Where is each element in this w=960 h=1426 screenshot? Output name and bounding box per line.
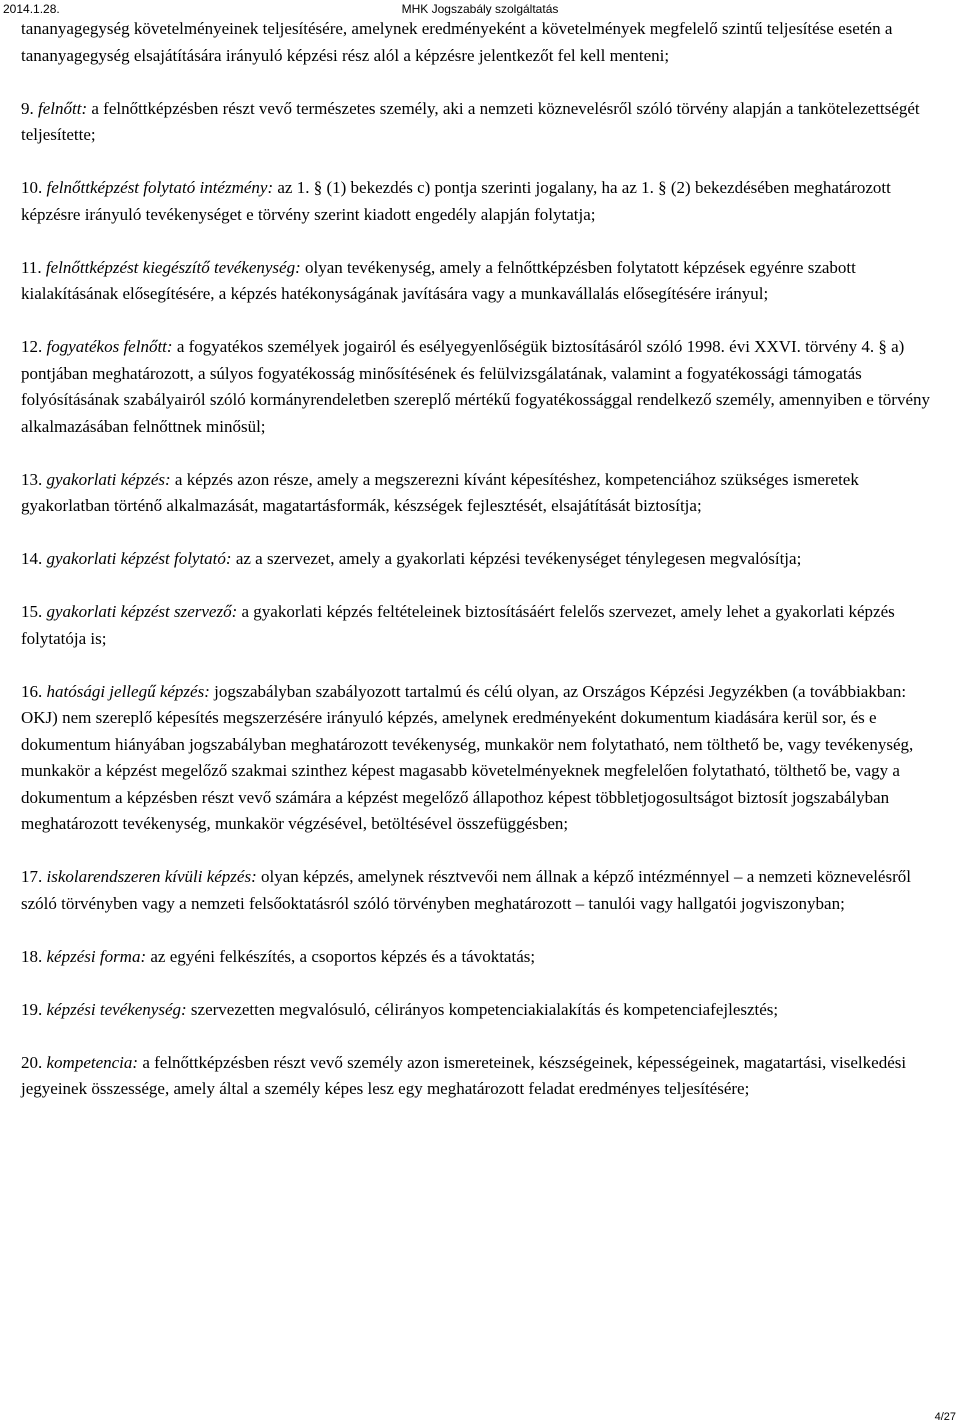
defined-term: képzési tevékenység: (46, 999, 187, 1019)
page-indicator: 4/27 (934, 1411, 956, 1423)
defined-term: gyakorlati képzést szervező: (46, 602, 238, 621)
defined-term: gyakorlati képzés: (46, 469, 171, 489)
definition-paragraph: 17. iskolarendszeren kívüli képzés: olyan képzés, amelynek résztvevői nem állnak a képző intézménnyel – a nemzeti köznevelésről szóló törvényben vagy a nemzeti felsőoktatásról szóló törvényben meghatározott – tanulói vagy hallgatói jogviszonyban; (21, 867, 911, 913)
definition-paragraph: 15. gyakorlati képzést szervező: a gyakorlati képzés feltételeinek biztosításáért felelős szervezet, amely lehet a gyakorlati képzés folytatója is; (21, 602, 895, 648)
site-title: MHK Jogszabály szolgáltatás (401, 2, 559, 16)
definition-paragraph: 13. gyakorlati képzés: a képzés azon része, amely a megszerezni kívánt képesítéshez, kompetenciához szükséges ismeretek gyakorlatban történő alkalmazását, magatartásformák, készségek fejlesztését, elsajátítását biztosítja; (21, 469, 859, 515)
defined-term: felnőtt: (38, 98, 88, 118)
document-body (21, 16, 939, 1129)
definition-paragraph: 18. képzési forma: az egyéni felkészítés, a csoportos képzés és a távoktatás; (21, 946, 536, 966)
defined-term: felnőttképzést kiegészítő tevékenység: (45, 257, 301, 277)
definition-paragraph: 14. gyakorlati képzést folytató: az a szervezet, amely a gyakorlati képzési tevékenységet ténylegesen megvalósítja; (21, 549, 802, 568)
definition-paragraph: tananyagegység követelményeinek teljesítésére, amelynek eredményeként a követelmények megfelelő szintű teljesítése esetén a tananyagegység elsajátítására irányuló képzési rész alól a képzésre jelentkezőt fel kell menteni; (21, 19, 893, 65)
defined-term: kompetencia: (46, 1052, 139, 1072)
definition-paragraph: 16. hatósági jellegű képzés: jogszabályban szabályozott tartalmú és célú olyan, az Országos Képzési Jegyzékben (a továbbiakban: OKJ) nem szereplő képesítés megszerzésére irányuló képzés, amelynek eredményeként dokumentum kiadására kerül sor, és e dokumentum hiányában jogszabályban meghatározott tevékenység, munkakör nem folytatható, nem tölthető be, vagy tevékenység, munkakör a képzést megelőző szakmai szinthez képest magasabb követelményeknek megfelelően folytatható, tölthető be, vagy a dokumentum a képzésben részt vevő számára a képzést megelőző állapothoz képest többletjogosultságot biztosít jogszabályban meghatározott tevékenység, munkakör végzésével, betöltésével összefüggésben; (21, 681, 914, 833)
definition-paragraph: 12. fogyatékos felnőtt: a fogyatékos személyek jogairól és esélyegyenlőségük biztosításáról szóló 1998. évi XXVI. törvény 4. § a) pontjában meghatározott, a súlyos fogyatékosság minősítésének és felülvizsgálatának, valamint a fogyatékossági támogatás folyósításának szabályairól szóló kormányrendeletben szereplő mértékű fogyatékossággal rendelkező személy, amennyiben e törvény alkalmazásában felnőttnek minősül; (21, 337, 931, 436)
defined-term: hatósági jellegű képzés: (46, 681, 210, 701)
definition-paragraph: 19. képzési tevékenység: szervezetten megvalósuló, célirányos kompetenciakialakítás és kompetenciafejlesztés; (21, 999, 779, 1019)
definition-paragraph: 11. felnőttképzést kiegészítő tevékenység: olyan tevékenység, amely a felnőttképzésben folytatott képzések egyénre szabott kialakításának elősegítésére, a képzés hatékonyságának javítására vagy a munkavállalás elősegítésére irányul; (21, 257, 856, 303)
defined-term: gyakorlati képzést folytató: (46, 549, 232, 568)
definition-paragraph: 10. felnőttképzést folytató intézmény: az 1. § (1) bekezdés c) pontja szerinti jogalany, ha az 1. § (2) bekezdésében meghatározott képzésre irányuló tevékenységet e törvény szerint kiadott engedély alapján folytatja; (21, 178, 891, 224)
definition-paragraph: 9. felnőtt: a felnőttképzésben részt vevő természetes személy, aki a nemzeti köznevelésről szóló törvény alapján a tankötelezettségét teljesítette; (21, 98, 920, 144)
defined-term: fogyatékos felnőtt: (46, 337, 173, 356)
definition-paragraph: 20. kompetencia: a felnőttképzésben részt vevő személy azon ismereteinek, készségeinek, képességeinek, magatartási, viselkedési jegyeinek összessége, amely által a személy képes lesz egy meghatározott feladat eredményes teljesítésére; (21, 1052, 907, 1098)
defined-term: iskolarendszeren kívüli képzés: (46, 867, 257, 886)
defined-term: képzési forma: (46, 946, 147, 966)
defined-term: felnőttképzést folytató intézmény: (46, 178, 274, 197)
print-date: 2014.1.28. (3, 2, 60, 16)
